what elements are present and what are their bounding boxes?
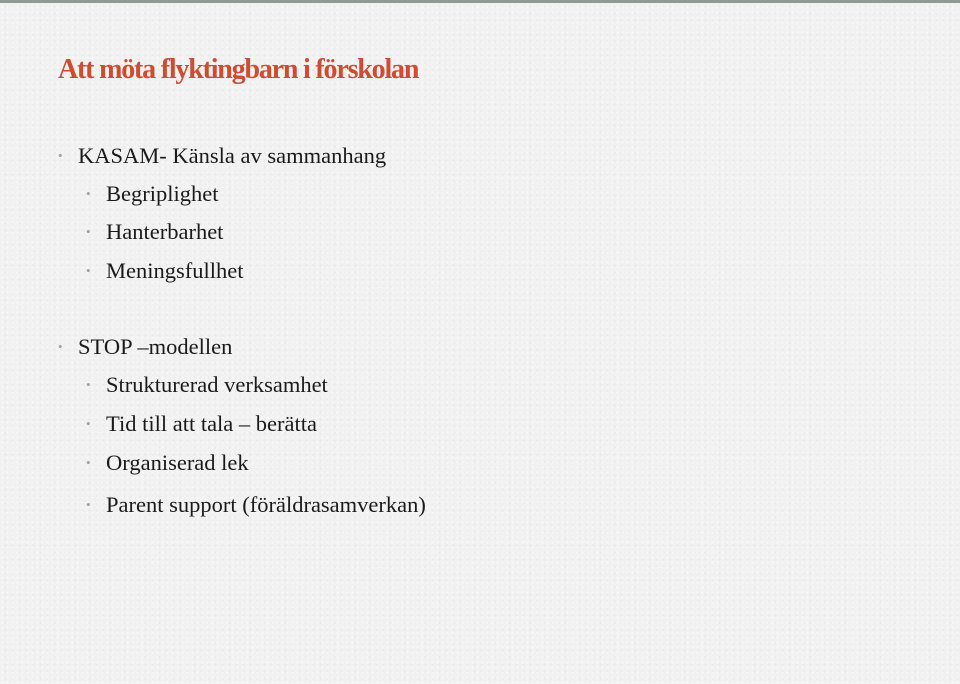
bullet-text: KASAM- Känsla av sammanhang bbox=[78, 143, 387, 168]
bullet-text: Tid till att tala – berätta bbox=[106, 411, 318, 436]
bullet-icon: • bbox=[86, 263, 91, 278]
sub-bullet-hanterbarhet bbox=[86, 219, 223, 245]
bullet-icon: • bbox=[58, 339, 63, 354]
bullet-text: Parent support (föräldrasamverkan) bbox=[106, 492, 426, 517]
sub-bullet-parent-support bbox=[86, 492, 426, 518]
bullet-icon: • bbox=[86, 186, 91, 201]
bullet-text: Begriplighet bbox=[106, 181, 219, 206]
bullet-text: Hanterbarhet bbox=[106, 219, 224, 244]
sub-bullet-strukturerad bbox=[86, 372, 328, 398]
bullet-icon: • bbox=[86, 497, 91, 512]
bullet-kasam bbox=[58, 143, 386, 169]
bullet-icon: • bbox=[58, 148, 63, 163]
bullet-icon: • bbox=[86, 416, 91, 431]
sub-bullet-begriplighet bbox=[86, 181, 218, 207]
bullet-stop bbox=[58, 334, 232, 360]
bullet-text: STOP –modellen bbox=[78, 334, 233, 359]
sub-bullet-organiserad-lek bbox=[86, 450, 249, 476]
sub-bullet-meningsfullhet bbox=[86, 258, 243, 284]
bullet-icon: • bbox=[86, 455, 91, 470]
bullet-text: Meningsfullhet bbox=[106, 258, 244, 283]
bullet-text: Organiserad lek bbox=[106, 450, 249, 475]
sub-bullet-tid-att-tala bbox=[86, 411, 317, 437]
bullet-text: Strukturerad verksamhet bbox=[106, 372, 328, 397]
top-rule bbox=[0, 0, 960, 3]
bullet-icon: • bbox=[86, 224, 91, 239]
slide-title: Att möta flyktingbarn i förskolan bbox=[58, 54, 419, 85]
bullet-icon: • bbox=[86, 377, 91, 392]
